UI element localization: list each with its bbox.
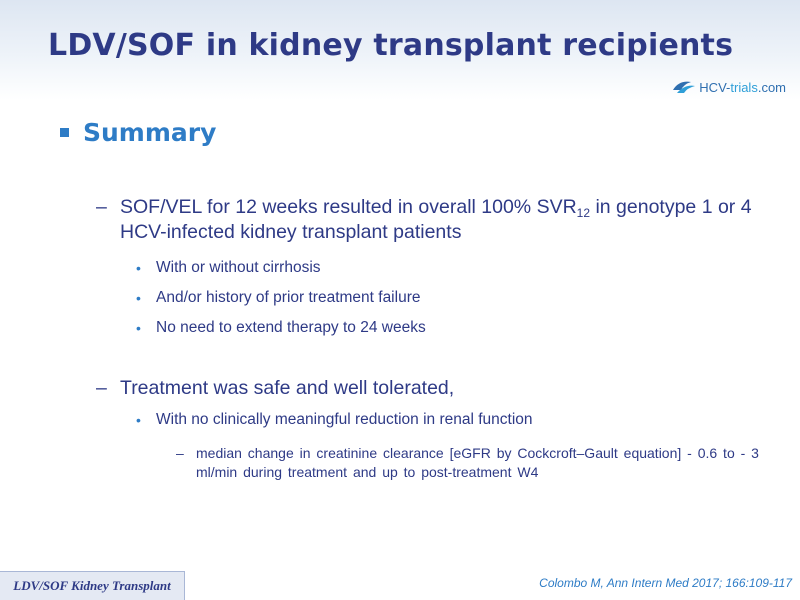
summary-label: Summary: [83, 118, 217, 147]
list-item-text: With or without cirrhosis: [156, 259, 321, 276]
logo-prefix: HCV: [699, 79, 727, 95]
slide-title: LDV/SOF in kidney transplant recipients: [48, 28, 734, 63]
bullet-safety: [96, 376, 756, 401]
list-item-text: No need to extend therapy to 24 weeks: [156, 319, 426, 336]
square-bullet-icon: [60, 128, 69, 137]
list-item-text: With no clinically meaningful reduction in renal function: [156, 411, 533, 428]
detail-text: median change in creatinine clearance [eGFR by Cockcroft–Gault equation] - 0.6 to - 3 ml/min during treatment and up to post-treatment W4: [196, 445, 759, 480]
list-item: [136, 258, 321, 278]
list-item: [136, 288, 420, 308]
logo-suffix: .com: [757, 79, 786, 95]
list-item: [136, 318, 426, 338]
footer-tag-label: LDV/SOF Kidney Transplant: [13, 578, 171, 593]
list-item: [136, 410, 533, 430]
logo-sep: -: [726, 79, 731, 95]
hcv-trials-logo-icon: [671, 78, 697, 96]
bullet-dot-icon: •: [136, 320, 141, 336]
summary-heading: [60, 118, 216, 147]
bullet-sof-vel-text-after: in genotype 1 or 4 HCV-infected kidney transplant patients: [120, 196, 752, 243]
bullet-safety-text: Treatment was safe and well tolerated,: [120, 377, 455, 399]
bullet-dot-icon: •: [136, 290, 141, 306]
logo-text: [699, 80, 786, 95]
bullet-sof-vel: [96, 195, 756, 245]
dash-marker: –: [96, 196, 107, 218]
bullet-sof-vel-text-before: SOF/VEL for 12 weeks resulted in overall 100% SVR: [120, 196, 577, 218]
bullet-dot-icon: •: [136, 260, 141, 276]
bullet-sof-vel-text: [120, 195, 756, 245]
logo-name: trials: [730, 79, 758, 95]
list-item-text: And/or history of prior treatment failure: [156, 289, 421, 306]
svr-subscript: 12: [576, 206, 591, 220]
hcv-trials-logo: [671, 76, 786, 98]
citation: Colombo M, Ann Intern Med 2017; 166:109-117: [539, 576, 792, 590]
detail-item: [176, 444, 766, 482]
dash-marker: –: [96, 377, 107, 399]
dash-marker: –: [176, 445, 184, 461]
bullet-dot-icon: •: [136, 412, 141, 428]
footer-tag: [0, 571, 185, 600]
